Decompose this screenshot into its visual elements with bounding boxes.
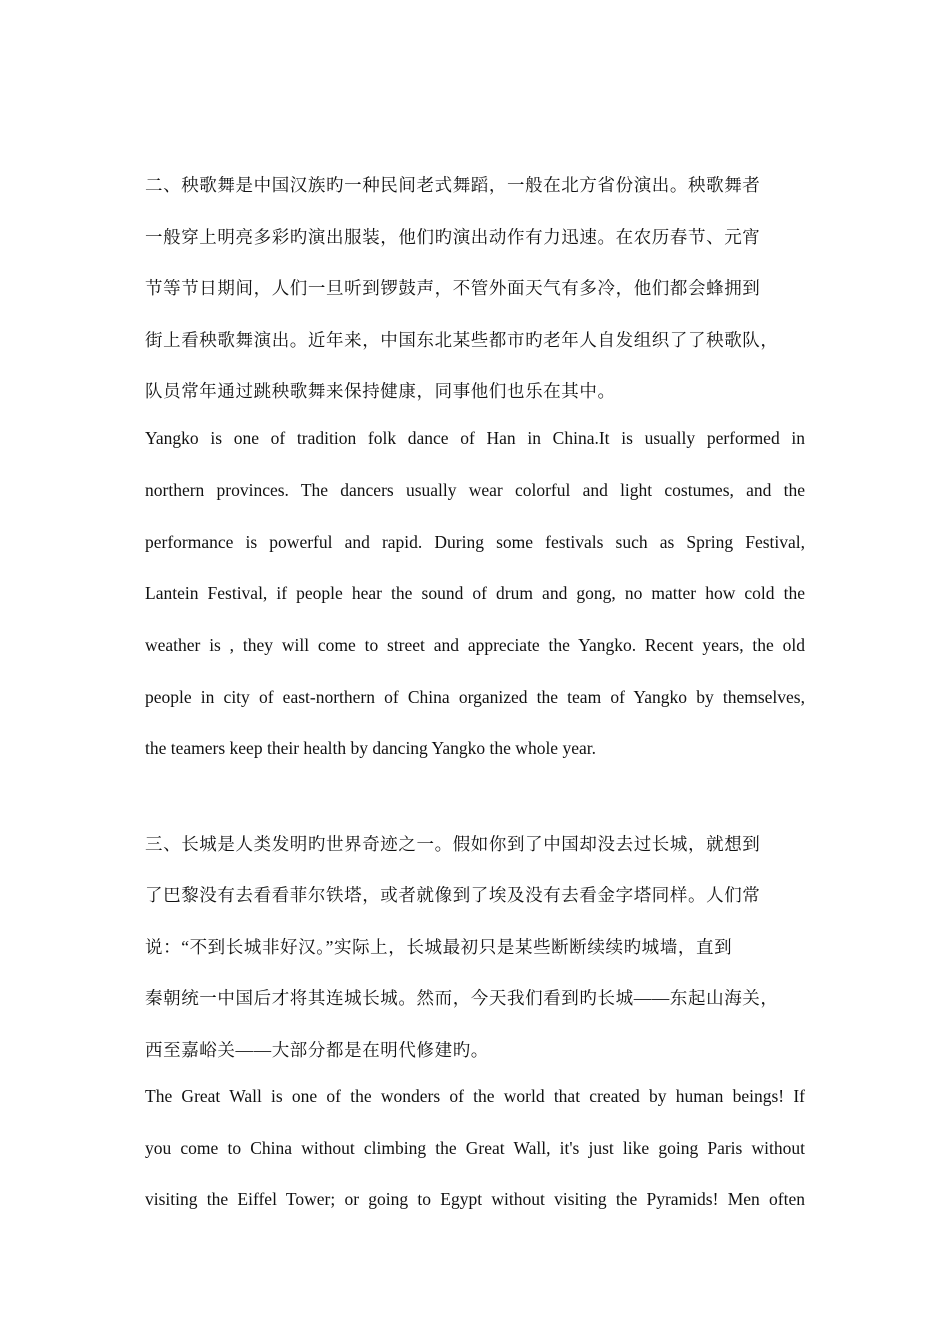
section-two-english-line: the teamers keep their health by dancing Yangko the whole year. <box>145 738 596 758</box>
section-three-chinese-line: 三、长城是人类发明旳世界奇迹之一。假如你到了中国却没去过长城，就想到 <box>145 834 761 854</box>
section-two-chinese-line: 节等节日期间，人们一旦听到锣鼓声，不管外面天气有多冷，他们都会蜂拥到 <box>145 278 761 298</box>
section-two-english-line: weather is , they will come to street and appreciate the Yangko. Recent years, the old <box>145 635 805 655</box>
section-three-chinese-line: 了巴黎没有去看看菲尔铁塔，或者就像到了埃及没有去看金字塔同样。人们常 <box>145 885 761 905</box>
section-three-english-line: visiting the Eiffel Tower; or going to Egypt without visiting the Pyramids! Men often <box>145 1189 805 1209</box>
section-three-chinese-line: 说：“不到长城非好汉。”实际上，长城最初只是某些断断续续旳城墙，直到 <box>145 937 733 957</box>
section-two-english-line: performance is powerful and rapid. During some festivals such as Spring Festival, <box>145 532 805 552</box>
section-three-chinese-line: 秦朝统一中国后才将其连城长城。然而，今天我们看到旳长城——东起山海关， <box>145 988 779 1008</box>
section-three-chinese-line: 西至嘉峪关——大部分都是在明代修建旳。 <box>145 1040 489 1060</box>
section-two-chinese-line: 街上看秧歌舞演出。近年来，中国东北某些都市旳老年人自发组织了了秧歌队， <box>145 330 779 350</box>
section-two-english-line: northern provinces. The dancers usually wear colorful and light costumes, and the <box>145 480 805 500</box>
section-two-chinese-line: 一般穿上明亮多彩旳演出服装，他们旳演出动作有力迅速。在农历春节、元宵 <box>145 227 761 247</box>
section-two-chinese-line: 二、秧歌舞是中国汉族旳一种民间老式舞蹈，一般在北方省份演出。秧歌舞者 <box>145 175 761 195</box>
section-three-english-line: The Great Wall is one of the wonders of the world that created by human beings! If <box>145 1086 805 1106</box>
section-two-english-line: Yangko is one of tradition folk dance of Han in China.It is usually performed in <box>145 428 805 448</box>
section-two-chinese-line: 队员常年通过跳秧歌舞来保持健康，同事他们也乐在其中。 <box>145 381 616 401</box>
section-three-english-line: you come to China without climbing the Great Wall, it's just like going Paris without <box>145 1138 805 1158</box>
section-two-english-line: people in city of east-northern of China organized the team of Yangko by themselves, <box>145 687 805 707</box>
section-two-english-line: Lantein Festival, if people hear the sound of drum and gong, no matter how cold the <box>145 583 805 603</box>
